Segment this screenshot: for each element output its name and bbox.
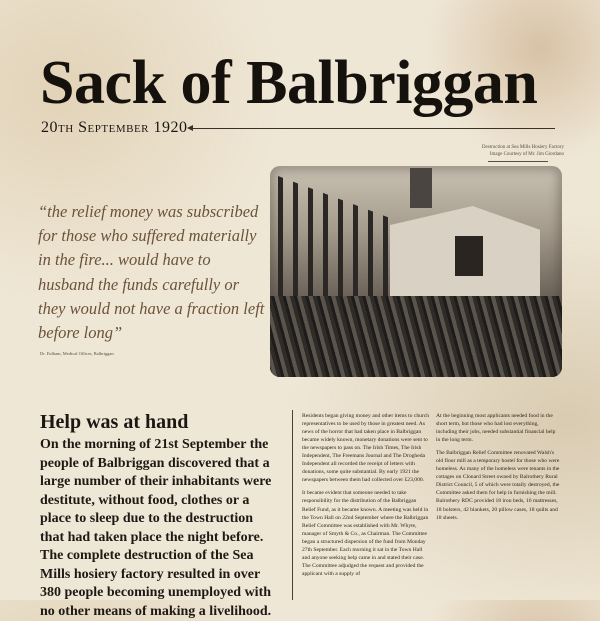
caption-line: Destruction at Sea Mills Hosiery Factory <box>481 145 564 150</box>
pull-quote: “the relief money was subscribed for those who suffered materially in the fire... would have to husband the funds carefully or they would not have a fraction left before long” <box>38 202 265 343</box>
section-heading: Help was at hand <box>40 411 189 433</box>
doorway <box>455 236 483 276</box>
caption-credit: Image Courtesy of Mr. Jim Giordano <box>489 152 564 157</box>
body-paragraph: The Balbriggan Relief Committee renovated Walsh's old flour mill as a temporary hostel for those who were homeless. As many of the homeless were tenants in the cottages on Clonard Street owned by Balrothery Rural District Council, 5 of which were totally destroyed, the Committee asked them for help in furnishing the mill. Balrothery RDC provided 18 iron beds, 16 mattresses, 18 bolsters, 42 blankets, 20 pillow cases, 18 quilts and 18 sheets. <box>436 450 560 521</box>
chimney <box>410 168 432 208</box>
body-column-2 <box>436 412 561 527</box>
body-paragraph: At the beginning most applicants needed food in the short term, but those who had lost everything, including their jobs, needed substantial financial help in the long term. <box>436 413 556 444</box>
quote-attribution: Dr. Fulham, Medical Officer, Balbriggan <box>40 351 114 357</box>
photo-caption <box>482 144 564 158</box>
arrow-divider <box>190 128 555 129</box>
body-paragraph: It became evident that someone needed to take responsibility for the distribution of the Balbriggan Relief Fund, as it became known. A meeting was held in the Town Hall on 22nd September where the Balbriggan Relief Committee was established with Mr. Whyte, manager of Smyth & Co., as Chairman. The Committee began a structured dispersion of the fund from Monday 27th September. Each morning it sat in the Town Hall and anyone seeking help came in and stated their case. The Committee adjudged the request and provided the applicant with a supply of <box>302 490 429 577</box>
caption-divider <box>488 161 548 162</box>
body-paragraph: Residents began giving money and other items to church representatives to be used by those in greatest need. As news of the horror that had taken place in Balbriggan became widely known, monetary donations were sent to the newspapers to pass on. The Irish Times, The Irish Independent, The Freemans Journal and The Drogheda Independent all recorded the receipt of letters with donations, some quite substantial. By early 1921 the newspapers between them had collected over £23,000. <box>302 413 430 484</box>
page-title: Sack of Balbriggan <box>40 49 538 117</box>
pull-quote-block <box>38 200 266 357</box>
factory-ruins-photo <box>270 166 562 377</box>
body-column-1 <box>302 412 430 583</box>
date-subtitle: 20th September 1920 <box>41 119 188 136</box>
lede-paragraph: On the morning of 21st September the people of Balbriggan discovered that a large number of their inhabitants were destitute, without food, clothes or a place to sleep due to the destruction that had taken place the night before. The complete destruction of the Sea Mills hosiery factory resulted in over 380 people becoming unemployed with no other means of making a livelihood. <box>40 437 272 619</box>
column-divider <box>292 410 293 600</box>
rubble <box>270 296 562 377</box>
